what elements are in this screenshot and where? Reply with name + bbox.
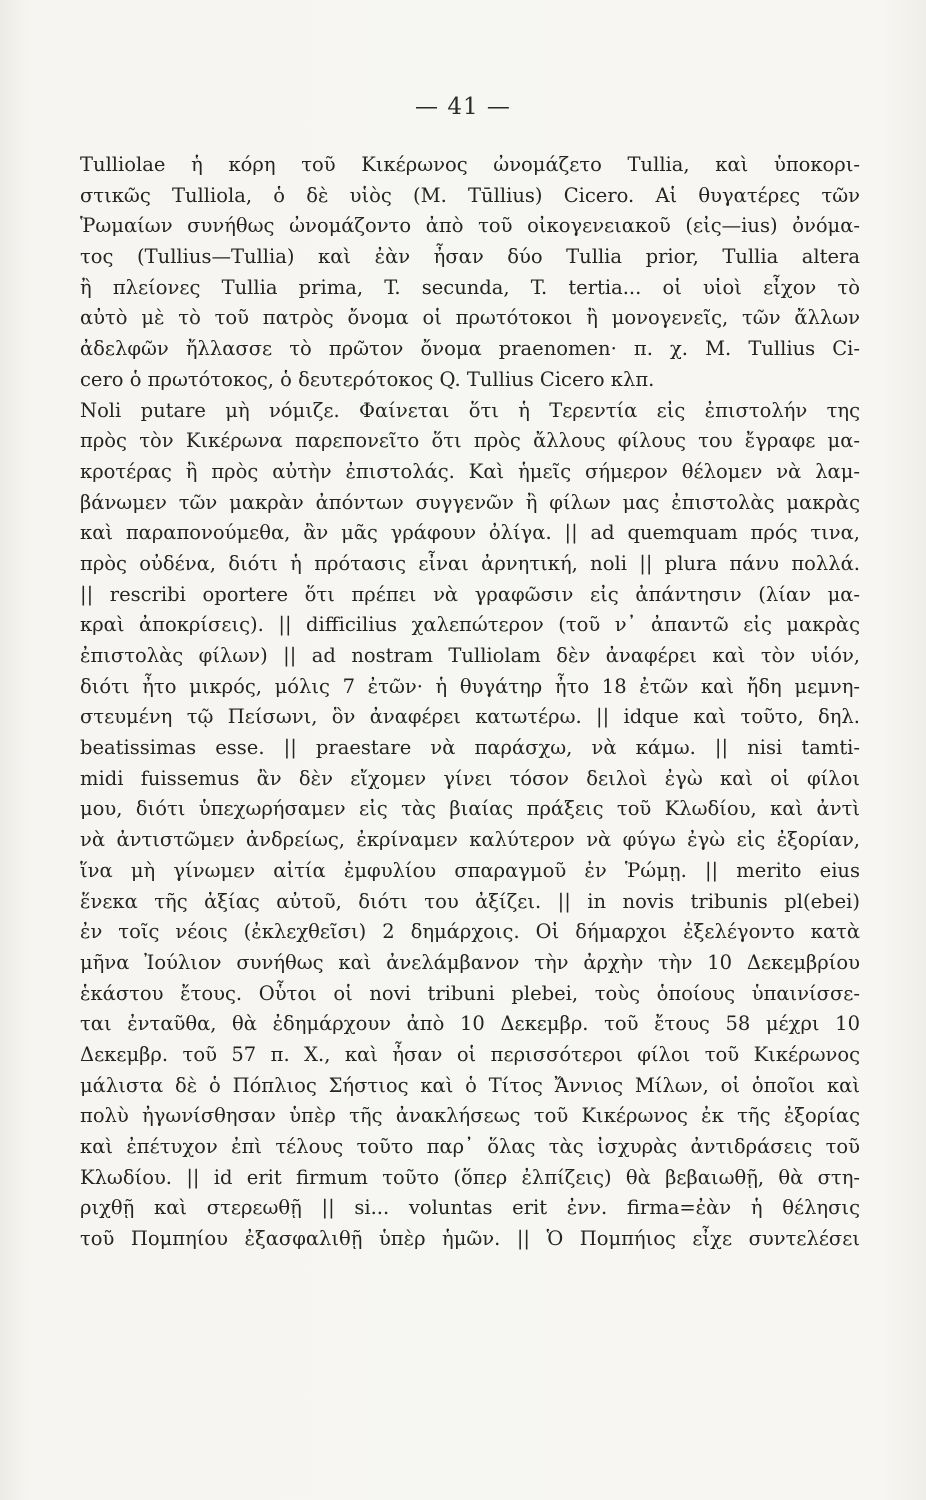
text-line: τοῦ Πομπηίου ἐξασφαλιθῇ ὑπὲρ ἡμῶν. || Ὁ Πομπήιος εἶχε συντελέσει xyxy=(80,1227,860,1251)
text-line: καὶ ἐπέτυχον ἐπὶ τέλους τοῦτο παρ᾽ ὅλας τὰς ἰσχυρὰς ἀντιδράσεις τοῦ xyxy=(80,1135,860,1158)
text-line: Ῥωμαίων συνήθως ὠνομάζοντο ἀπὸ τοῦ οἰκογενειακοῦ (εἰς—ius) ὀνόμα- xyxy=(80,214,860,238)
text-line: κραὶ ἀποκρίσεις). || difficilius χαλεπώτερον (τοῦ ν᾽ ἀπαντῶ εἰς μακρὰς xyxy=(80,613,860,637)
text-line: στευμένη τῷ Πείσωνι, ὃν ἀναφέρει κατωτέρω. || idque καὶ τοῦτο, δηλ. xyxy=(80,705,860,729)
text-line: πολὺ ἠγωνίσθησαν ὑπὲρ τῆς ἀνακλήσεως τοῦ Κικέρωνος ἐκ τῆς ἐξορίας xyxy=(80,1104,860,1128)
text-line: στικῶς Tulliola, ὁ δὲ υἱὸς (M. Tūllius) Cicero. Αἱ θυγατέρες τῶν xyxy=(80,183,860,207)
text-line: ἐπιστολὰς φίλων) || ad nostram Tulliolam δὲν ἀναφέρει καὶ τὸν υἱόν, xyxy=(80,644,860,667)
text-line: beatissimas esse. || praestare νὰ παράσχω, νὰ κάμω. || nisi tamti- xyxy=(80,736,860,760)
text-line: ἵνα μὴ γίνωμεν αἰτία ἐμφυλίου σπαραγμοῦ ἐν Ῥώμῃ. || merito eius xyxy=(80,858,860,882)
text-line: αὐτὸ μὲ τὸ τοῦ πατρὸς ὄνομα οἱ πρωτότοκοι ἢ μονογενεῖς, τῶν ἄλλων xyxy=(80,306,860,330)
text-line: μῆνα Ἰούλιον συνήθως καὶ ἀνελάμβανον τὴν ἀρχὴν τὴν 10 Δεκεμβρίου xyxy=(80,950,860,974)
text-line: πρὸς τὸν Κικέρωνα παρεπονεῖτο ὅτι πρὸς ἄλλους φίλους του ἔγραφε μα- xyxy=(80,429,860,453)
body-text xyxy=(80,150,860,1255)
text-line: μάλιστα δὲ ὁ Πόπλιος Σήστιος καὶ ὁ Τίτος Ἄννιος Μίλων, οἱ ὁποῖοι καὶ xyxy=(80,1073,860,1097)
text-line: Κλωδίου. || id erit firmum τοῦτο (ὅπερ ἐλπίζεις) θὰ βεβαιωθῇ, θὰ στη- xyxy=(80,1165,860,1189)
text-line: ριχθῇ καὶ στερεωθῇ || si... voluntas erit ἐνν. firma=ἐὰν ἡ θέλησις xyxy=(80,1196,860,1220)
text-line: Δεκεμβρ. τοῦ 57 π. Χ., καὶ ἦσαν οἱ περισσότεροι φίλοι τοῦ Κικέρωνος xyxy=(80,1042,860,1066)
text-line: ται ἐνταῦθα, θὰ ἐδημάρχουν ἀπὸ 10 Δεκεμβρ. τοῦ ἔτους 58 μέχρι 10 xyxy=(80,1012,860,1036)
text-line: || rescribi oportere ὅτι πρέπει νὰ γραφῶσιν εἰς ἀπάντησιν (λίαν μα- xyxy=(80,582,860,606)
text-line: cero ὁ πρωτότοκος, ὁ δευτερότοκος Q. Tullius Cicero κλπ. xyxy=(80,367,655,391)
text-line: ἐν τοῖς νέοις (ἐκλεχθεῖσι) 2 δημάρχοις. Οἱ δήμαρχοι ἐξελέγοντο κατὰ xyxy=(80,920,860,944)
text-line: midi fuissemus ἂν δὲν εἴχομεν γίνει τόσον δειλοὶ ἐγὼ καὶ οἱ φίλοι xyxy=(80,766,860,790)
text-line: Noli putare μὴ νόμιζε. Φαίνεται ὅτι ἡ Τερεντία εἰς ἐπιστολήν της xyxy=(80,398,860,422)
text-line: Tulliolae ἡ κόρη τοῦ Κικέρωνος ὠνομάζετο Tullia, καὶ ὑποκορι- xyxy=(80,153,860,176)
text-line: τος (Tullius—Tullia) καὶ ἐὰν ἦσαν δύο Tullia prior, Tullia altera xyxy=(80,245,860,269)
text-line: καὶ παραπονούμεθα, ἂν μᾶς γράφουν ὀλίγα. || ad quemquam πρός τινα, xyxy=(80,521,860,545)
page-number: — 41 — xyxy=(415,94,511,120)
text-line: βάνωμεν τῶν μακρὰν ἀπόντων συγγενῶν ἢ φίλων μας ἐπιστολὰς μακρὰς xyxy=(80,490,860,514)
text-line: πρὸς οὐδένα, διότι ἡ πρότασις εἶναι ἀρνητική, noli || plura πάνυ πολλά. xyxy=(80,551,860,575)
text-line: διότι ἦτο μικρός, μόλις 7 ἐτῶν· ἡ θυγάτηρ ἦτο 18 ἐτῶν καὶ ἤδη μεμνη- xyxy=(80,674,860,698)
text-line: ἕνεκα τῆς ἀξίας αὐτοῦ, διότι του ἀξίζει. || in novis tribunis pl(ebei) xyxy=(80,889,860,913)
text-line: ἀδελφῶν ἤλλασσε τὸ πρῶτον ὄνομα praenomen· π. χ. M. Tullius Ci- xyxy=(80,337,860,361)
text-line: μου, διότι ὑπεχωρήσαμεν εἰς τὰς βιαίας πράξεις τοῦ Κλωδίου, καὶ ἀντὶ xyxy=(80,797,860,821)
text-line: ἑκάστου ἔτους. Οὗτοι οἱ novi tribuni plebei, τοὺς ὁποίους ὑπαινίσσε- xyxy=(80,981,860,1005)
text-line: νὰ ἀντιστῶμεν ἀνδρείως, ἐκρίναμεν καλύτερον νὰ φύγω ἐγὼ εἰς ἐξορίαν, xyxy=(80,828,860,852)
text-line: κροτέρας ἢ πρὸς αὐτὴν ἐπιστολάς. Καὶ ἡμεῖς σήμερον θέλομεν νὰ λαμ- xyxy=(80,459,860,483)
text-line: ἢ πλείονες Tullia prima, T. secunda, T. tertia... οἱ υἱοὶ εἶχον τὸ xyxy=(80,275,860,299)
